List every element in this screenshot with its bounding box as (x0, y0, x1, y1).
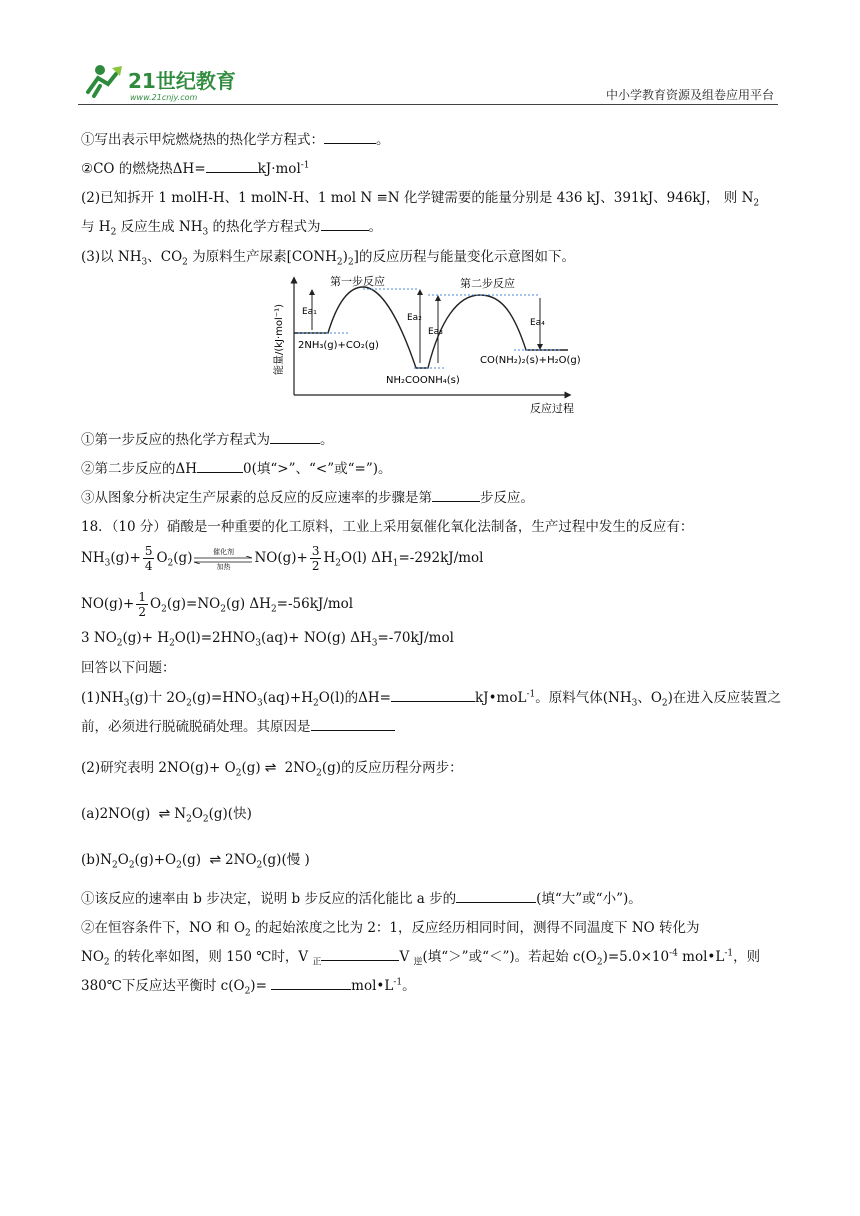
equilibrium-arrow-icon: ⇌ (209, 852, 222, 868)
answer-blank[interactable] (311, 718, 395, 731)
question-3-1: ①第一步反应的热化学方程式为 。 (81, 432, 334, 448)
question-18-2-2-line1: ②在恒容条件下，NO 和 $O_2$ 的起始浓度之比为 2：1，反应经历相同时间，测得不同温度下 NO 转化为 (81, 920, 700, 939)
question-2-line1: (2)已知拆开 1 molH-H、1 molN-H、1 mol N ≡N 化学键需要的能量分别是 436 kJ、391kJ、946kJ， 则 $N_2$ (81, 190, 760, 209)
logo-text: 21世纪教育 (128, 69, 236, 93)
step-b: $(b)N_2O_2(g)+O_2(g)$ ⇌ $2NO_2(g)$(慢 ) (81, 852, 310, 871)
page-header (78, 60, 778, 105)
answer-blank[interactable] (432, 489, 480, 502)
answer-blank[interactable] (321, 218, 369, 231)
equation-1: $NH_3(g)+$ $\frac{5}{4}$ $O_2(g)$ 催化剂 加热 NO(g)+ $\frac{3}{2}$ $H_2O(l)$ $\Delta H_1=-292kJ$/mol (81, 544, 484, 573)
equilibrium-arrow-icon: ⇌ (158, 806, 171, 822)
question-1-2: ②CO 的燃烧热ΔH= kJ·mol$^{-1}$ (81, 160, 310, 177)
intermediate-label: NH₂COONH₄(s) (386, 375, 460, 386)
question-18-1-line2: 前，必须进行脱硫脱硝处理。其原因是 (81, 715, 395, 735)
question-18-2-2-line2: $NO_2$ 的转化率如图，则 150 ℃时，V $_正$ V $_逆$(填“＞”或“＜”)。若起始 $c(O_2)=5.0\times 10^{-4}$ $mol•L^{-1}$，则 (81, 948, 761, 968)
question-18-2-2-line3: 380℃下反应达平衡时 $c(O_2)=$ $mol•L^{-1}$。 (81, 977, 416, 997)
step2-label: 第二步反应 (460, 277, 515, 290)
answer-intro: 回答以下问题： (81, 660, 176, 676)
reactants-label: 2NH₃(g)+CO₂(g) (298, 340, 379, 351)
answer-blank[interactable] (321, 948, 399, 961)
answer-blank[interactable] (391, 689, 475, 702)
question-18-title: 18．（10 分）硝酸是一种重要的化工原料，工业上采用氨催化氧化法制备，生产过程中发生的反应有： (81, 519, 694, 535)
question-18-1-line1: $(1)NH_3(g)$十 $2O_2(g)=HNO_3(aq)+H_2O(l)$的ΔH= kJ•moL$^{-1}$。原料气体($NH_3$、$O_2$)在进入反应装置之 (81, 689, 781, 709)
reversible-arrow-icon: 催化剂 加热 (192, 548, 254, 570)
ea4-label: Ea₄ (530, 318, 545, 328)
question-3-2: ②第二步反应的ΔH 0(填“>”、“<”或“=”)。 (81, 461, 392, 477)
question-3-3: ③从图象分析决定生产尿素的总反应的反应速率的步骤是第 步反应。 (81, 490, 534, 506)
answer-blank[interactable] (271, 977, 351, 990)
ea2-label: Ea₂ (407, 313, 422, 323)
fraction: $\frac{5}{4}$ (144, 544, 153, 573)
logo-url-text: www.21cnjy.com (130, 93, 198, 102)
step-a: (a)2NO(g) ⇌ $N_2O_2(g)$(快) (81, 806, 252, 825)
answer-blank[interactable] (197, 460, 243, 473)
x-axis-label: 反应过程 (530, 402, 574, 415)
equilibrium-arrow-icon: ⇌ (264, 760, 277, 776)
fraction: $\frac{1}{2}$ (138, 590, 147, 619)
platform-name: 中小学教育资源及组卷应用平台 (605, 88, 774, 102)
step1-label: 第一步反应 (330, 275, 385, 288)
ea1-label: Ea₁ (302, 307, 317, 317)
logo-icon (78, 62, 248, 102)
question-18-2-intro: (2)研究表明 $2NO(g)+ O_2(g)$ ⇌ $2NO_2(g)$的反应历程分两步： (81, 760, 463, 779)
question-1-1: ①写出表示甲烷燃烧热的热化学方程式： 。 (81, 132, 390, 148)
fraction: $\frac{3}{2}$ (311, 544, 320, 573)
question-18-2-1: ①该反应的速率由 b 步决定，说明 b 步反应的活化能比 a 步的 (填“大”或“小”)。 (81, 891, 642, 907)
energy-diagram (268, 270, 598, 420)
question-2-line2: 与 $H_2$ 反应生成 $NH_3$ 的热化学方程式为 。 (81, 219, 383, 238)
equation-3: 3 $NO_2(g)+ H_2O(l)=2HNO_3(aq)+ NO(g)$ $\Delta H_3=-70kJ$/mol (81, 630, 454, 649)
equation-2: NO(g)+ $\frac{1}{2}$ $O_2(g)=NO_2(g)$ $\Delta H_2=-56kJ$/mol (81, 590, 354, 619)
question-3-intro: (3)以 $NH_3$、$CO_2$ 为原料生产尿素$[CONH_2)_2$]的反应历程与能量变化示意图如下。 (81, 249, 575, 268)
products-label: CO(NH₂)₂(s)+H₂O(g) (480, 355, 581, 366)
answer-blank[interactable] (270, 431, 320, 444)
answer-blank[interactable] (206, 160, 258, 173)
answer-blank[interactable] (324, 131, 376, 144)
ea3-label: Ea₃ (428, 327, 443, 337)
answer-blank[interactable] (456, 890, 536, 903)
y-axis-label: 能量/(kJ·mol⁻¹) (274, 303, 285, 375)
